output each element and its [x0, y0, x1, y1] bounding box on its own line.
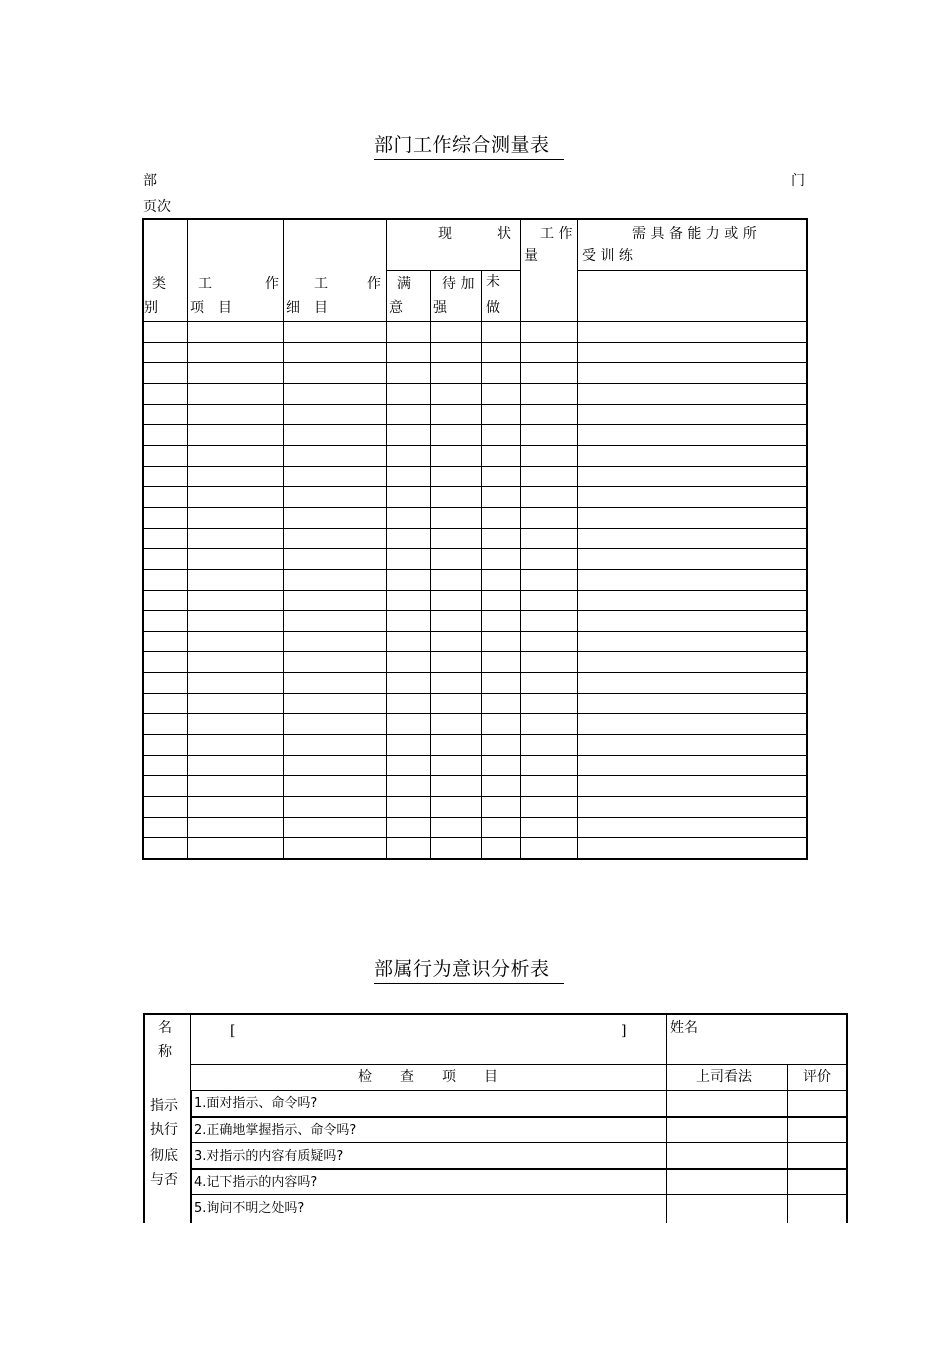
table-row [143, 342, 807, 343]
section-label-3: 彻底 [150, 1148, 178, 1164]
table-row [143, 569, 807, 570]
category-header-1: 类 [152, 276, 166, 292]
detail-header-2: 细 目 [286, 300, 328, 316]
table-row [143, 321, 807, 322]
notdone-header-2: 做 [486, 300, 500, 316]
rating-header: 评价 [803, 1069, 831, 1085]
table-row [143, 528, 807, 529]
name-label-2: 称 [158, 1044, 172, 1060]
dept-label-left: 部 [143, 173, 157, 189]
form1-title: 部门工作综合测量表 [374, 130, 564, 160]
table-row [143, 672, 807, 673]
check-header-4: 目 [484, 1069, 498, 1085]
table-row [143, 651, 807, 652]
detail-header-1b: 作 [367, 276, 381, 292]
table-row [143, 610, 807, 611]
bracket-open: [ [230, 1023, 236, 1039]
table-row [143, 507, 807, 508]
table-row [143, 837, 807, 838]
bracket-close: ] [621, 1023, 627, 1039]
check-header-1: 检 [358, 1069, 372, 1085]
item-header-1a: 工 [198, 276, 212, 292]
status-header-l: 现 [438, 226, 452, 242]
form2-title: 部属行为意识分析表 [374, 954, 564, 984]
table-row [143, 404, 807, 405]
table-row [143, 734, 807, 735]
check-header-2: 查 [400, 1069, 414, 1085]
section-label-2: 执行 [150, 1122, 178, 1138]
table-row [143, 755, 807, 756]
detail-header-1a: 工 [314, 276, 328, 292]
check-item-5: 5.询问不明之处吗? [194, 1201, 305, 1216]
workload-header-2: 量 [524, 248, 538, 264]
section-label-1: 指示 [150, 1098, 178, 1114]
person-name-label: 姓名 [670, 1020, 698, 1036]
table-row [143, 590, 807, 591]
check-item-4: 4.记下指示的内容吗? [194, 1175, 318, 1190]
table-row [143, 466, 807, 467]
satisfied-header-2: 意 [389, 300, 403, 316]
dept-label-right: 门 [791, 173, 805, 189]
table-row [143, 796, 807, 797]
page-label: 页次 [143, 199, 171, 215]
check-item-2: 2.正确地掌握指示、命令吗? [194, 1123, 357, 1138]
table-row [143, 631, 807, 632]
check-header-3: 项 [442, 1069, 456, 1085]
improve-header-1: 待 加 [442, 276, 475, 292]
table-row [143, 713, 807, 714]
table-row [143, 693, 807, 694]
table-row [143, 775, 807, 776]
category-header-2: 别 [144, 300, 158, 316]
name-label-1: 名 [158, 1020, 172, 1036]
ability-header-2: 受 训 练 [582, 248, 633, 264]
table-row [143, 817, 807, 818]
table-row [143, 445, 807, 446]
check-items-header [358, 1066, 498, 1088]
table-row [143, 362, 807, 363]
check-item-1: 1.面对指示、命令吗? [194, 1096, 318, 1111]
notdone-header-1: 未 [486, 274, 500, 290]
table-row [143, 383, 807, 384]
table-row [143, 424, 807, 425]
ability-header-1: 需 具 备 能 力 或 所 [632, 226, 757, 242]
satisfied-header-1: 满 [397, 276, 411, 292]
section-label-4: 与否 [150, 1172, 178, 1188]
table-row [143, 548, 807, 549]
improve-header-2: 强 [433, 300, 447, 316]
opinion-header: 上司看法 [696, 1069, 752, 1085]
item-header-1b: 作 [265, 276, 279, 292]
table-row [143, 486, 807, 487]
check-item-3: 3.对指示的内容有质疑吗? [194, 1149, 344, 1164]
status-header-r: 状 [497, 226, 511, 242]
workload-header-1: 工 作 [540, 226, 573, 242]
item-header-2: 项 目 [190, 300, 232, 316]
